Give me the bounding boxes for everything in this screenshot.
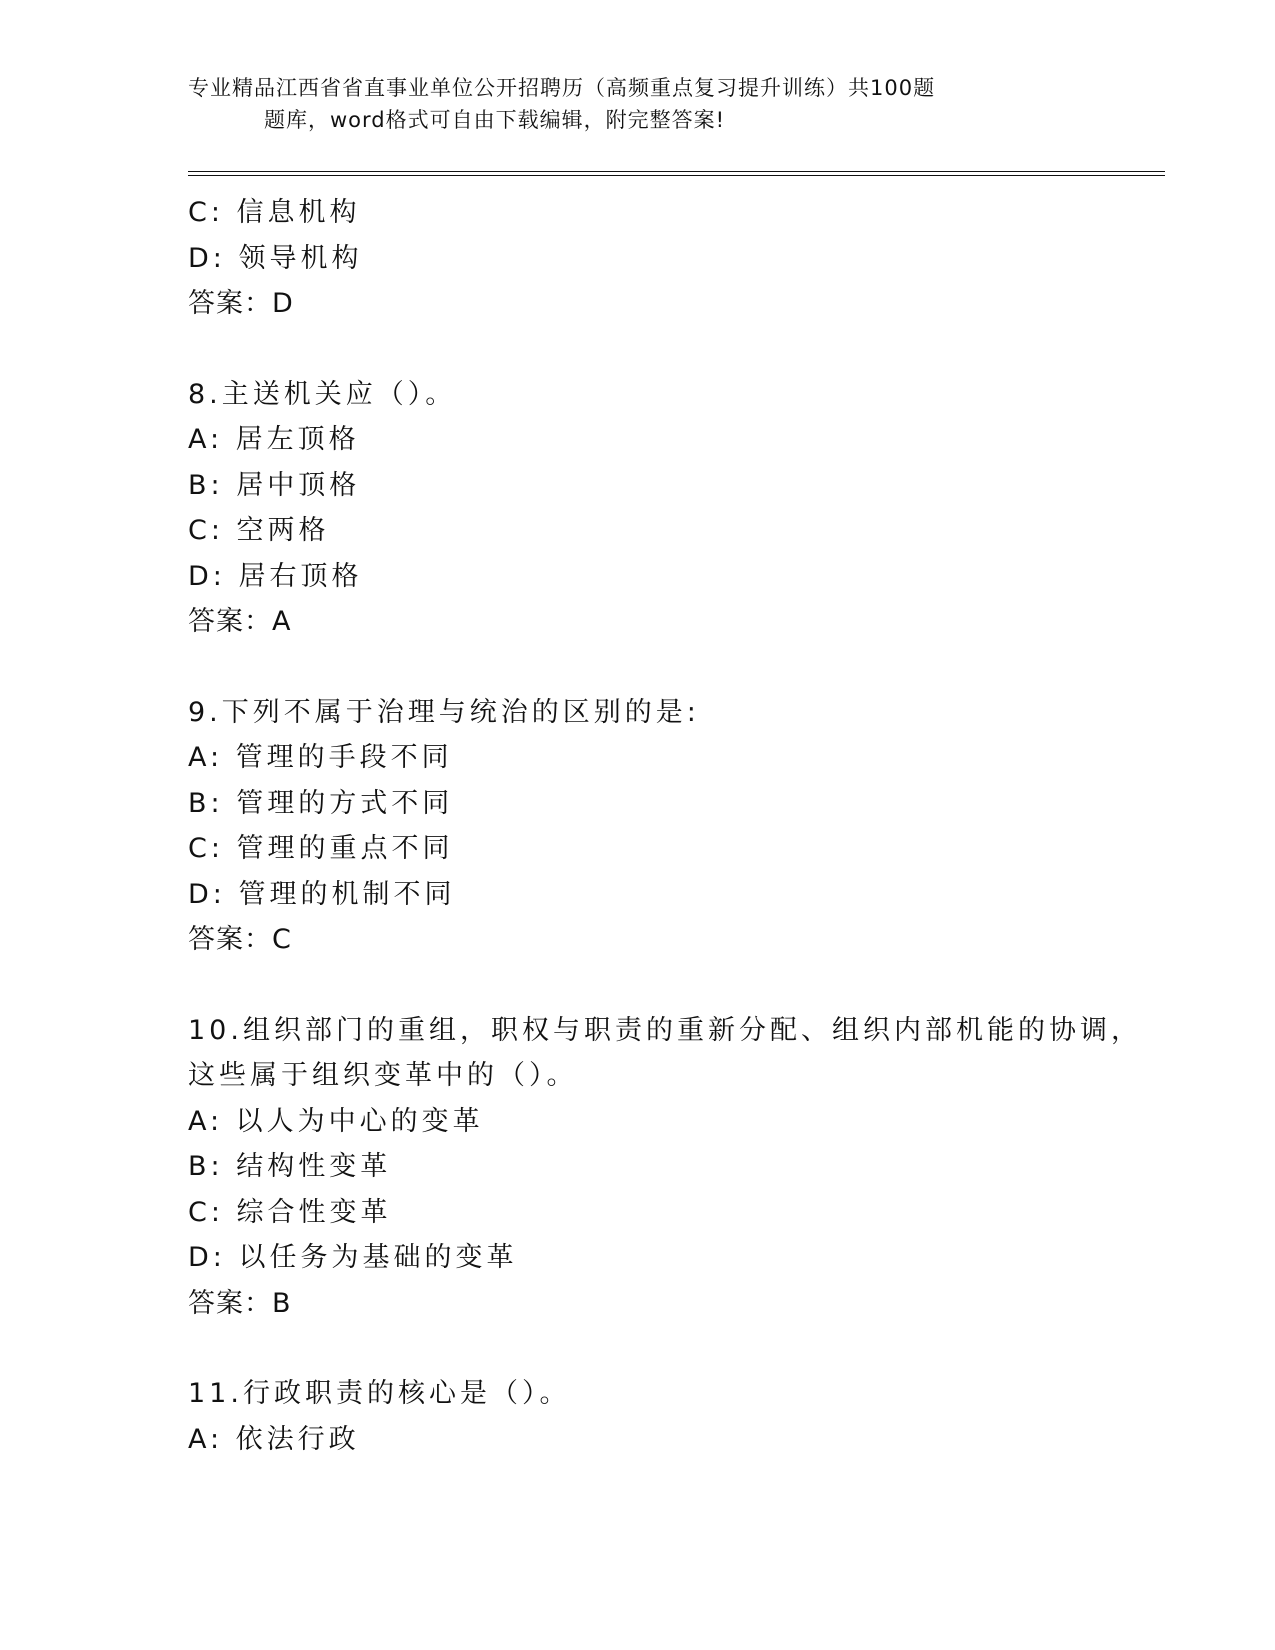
option-a: A: 管理的手段不同 [188, 742, 453, 773]
option-c: C: 综合性变革 [188, 1196, 392, 1228]
option-a: A: 依法行政 [188, 1423, 360, 1455]
option-c: C: 管理的重点不同 [188, 833, 454, 864]
option-c: C: 空两格 [188, 515, 330, 546]
question-list [188, 190, 1142, 1462]
option-d: D: 居右顶格 [188, 560, 363, 592]
option-d: D: 以任务为基础的变革 [188, 1242, 518, 1273]
option-b: B: 管理的方式不同 [188, 787, 454, 819]
header-title-line2: 题库，word格式可自由下载编辑，附完整答案! [264, 108, 726, 132]
option-b: B: 结构性变革 [188, 1151, 392, 1182]
header-divider-top [188, 171, 1165, 172]
option-d: D: 领导机构 [188, 242, 363, 274]
answer: 答案：A [188, 606, 292, 637]
document-header [188, 72, 1068, 136]
option-c: C: 信息机构 [188, 197, 361, 228]
header-divider-bottom [188, 175, 1165, 176]
header-title-line1: 专业精品江西省省直事业单位公开招聘历（高频重点复习提升训练）共100题 [188, 76, 936, 100]
answer: 答案：D [188, 288, 294, 319]
answer: 答案：B [188, 1287, 292, 1319]
option-a: A: 以人为中心的变革 [188, 1105, 484, 1137]
question-stem: 9.下列不属于治理与统治的区别的是: [188, 696, 700, 728]
option-d: D: 管理的机制不同 [188, 878, 456, 910]
option-b: B: 居中顶格 [188, 469, 361, 501]
question-stem: 11.行政职责的核心是（）。 [188, 1378, 571, 1409]
question-stem-line1: 10.组织部门的重组，职权与职责的重新分配、组织内部机能的协调， [188, 1014, 1142, 1046]
answer: 答案：C [188, 924, 292, 955]
question-stem-line2: 这些属于组织变革中的（）。 [188, 1060, 578, 1091]
question-stem: 8.主送机关应（）。 [188, 378, 457, 410]
option-a: A: 居左顶格 [188, 424, 360, 455]
